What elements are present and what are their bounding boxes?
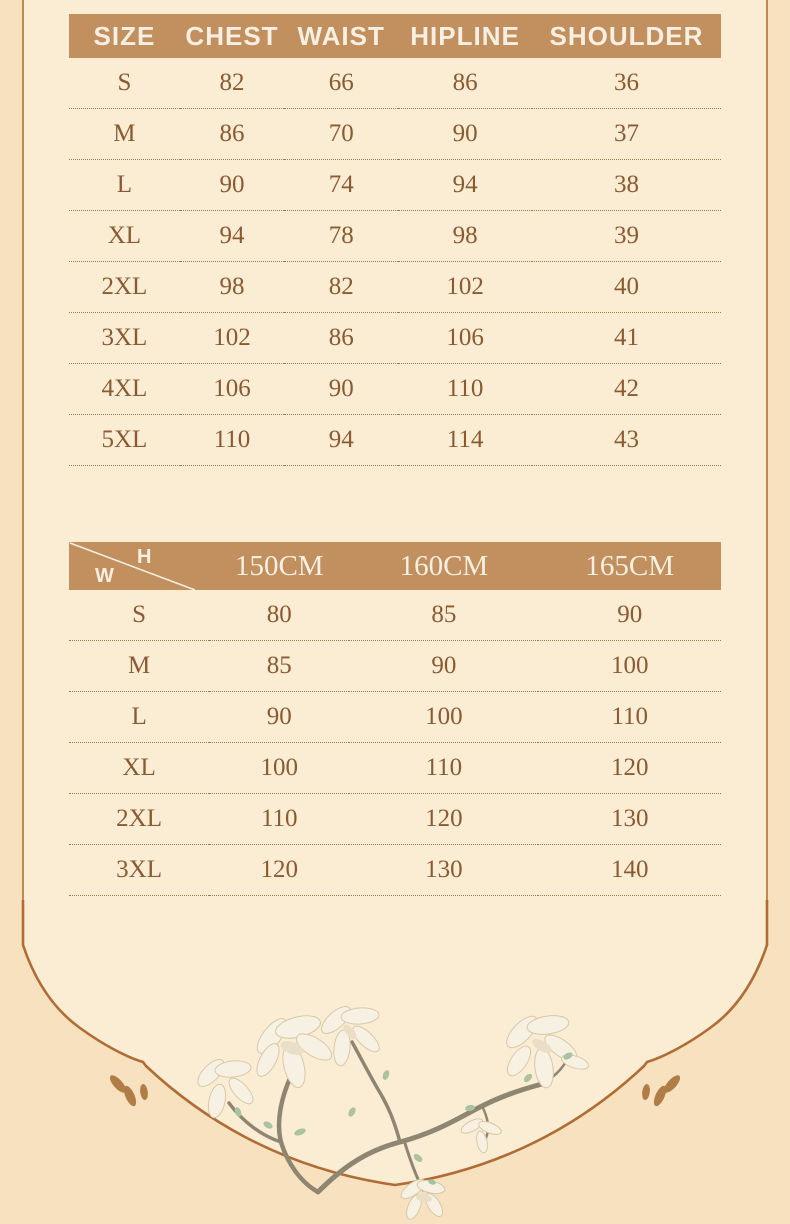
size-cell: XL (69, 211, 180, 262)
value-cell: 36 (532, 58, 721, 109)
value-cell: 98 (180, 262, 284, 313)
value-cell: 41 (532, 313, 721, 364)
bottom-decoration (0, 900, 790, 1224)
size-measurements-table (69, 14, 721, 466)
value-cell: 100 (349, 692, 538, 743)
value-cell: 43 (532, 415, 721, 466)
value-cell: 39 (532, 211, 721, 262)
table-header-row (69, 14, 721, 58)
value-cell: 82 (180, 58, 284, 109)
size-cell: 3XL (69, 845, 209, 896)
table-row (69, 641, 721, 692)
table-row (69, 109, 721, 160)
value-cell: 114 (398, 415, 532, 466)
value-cell: 110 (538, 692, 721, 743)
size-cell: S (69, 590, 209, 641)
value-cell: 102 (180, 313, 284, 364)
value-cell: 85 (209, 641, 349, 692)
column-header-chest: CHEST (180, 14, 284, 58)
table-row (69, 211, 721, 262)
column-header-160cm: 160CM (349, 542, 538, 590)
value-cell: 102 (398, 262, 532, 313)
table-row (69, 262, 721, 313)
value-cell: 94 (284, 415, 398, 466)
value-cell: 70 (284, 109, 398, 160)
value-cell: 90 (180, 160, 284, 211)
value-cell: 106 (398, 313, 532, 364)
value-cell: 94 (398, 160, 532, 211)
value-cell: 37 (532, 109, 721, 160)
value-cell: 110 (180, 415, 284, 466)
value-cell: 120 (209, 845, 349, 896)
value-cell: 38 (532, 160, 721, 211)
value-cell: 85 (349, 590, 538, 641)
column-header-150cm: 150CM (209, 542, 349, 590)
value-cell: 94 (180, 211, 284, 262)
value-cell: 66 (284, 58, 398, 109)
value-cell: 110 (209, 794, 349, 845)
value-cell: 86 (398, 58, 532, 109)
value-cell: 106 (180, 364, 284, 415)
value-cell: 130 (349, 845, 538, 896)
table-row (69, 364, 721, 415)
value-cell: 130 (538, 794, 721, 845)
table-row (69, 590, 721, 641)
weight-axis-label: W (95, 565, 114, 587)
height-axis-label: H (137, 546, 152, 568)
size-cell: M (69, 109, 180, 160)
value-cell: 120 (349, 794, 538, 845)
size-cell: 5XL (69, 415, 180, 466)
value-cell: 80 (209, 590, 349, 641)
size-cell: 2XL (69, 262, 180, 313)
size-cell: 4XL (69, 364, 180, 415)
table-row (69, 313, 721, 364)
column-header-size: SIZE (69, 14, 180, 58)
value-cell: 86 (284, 313, 398, 364)
value-cell: 120 (538, 743, 721, 794)
table-row (69, 794, 721, 845)
value-cell: 110 (398, 364, 532, 415)
table-row (69, 58, 721, 109)
table-row (69, 743, 721, 794)
column-header-waist: WAIST (284, 14, 398, 58)
value-cell: 100 (538, 641, 721, 692)
value-cell: 90 (349, 641, 538, 692)
value-cell: 90 (398, 109, 532, 160)
value-cell: 74 (284, 160, 398, 211)
value-cell: 90 (538, 590, 721, 641)
value-cell: 98 (398, 211, 532, 262)
value-cell: 140 (538, 845, 721, 896)
size-cell: XL (69, 743, 209, 794)
value-cell: 78 (284, 211, 398, 262)
table-row (69, 160, 721, 211)
table-row (69, 692, 721, 743)
column-header-shoulder: SHOULDER (532, 14, 721, 58)
column-header-165cm: 165CM (538, 542, 721, 590)
corner-header-cell (69, 542, 209, 590)
content-panel (22, 0, 768, 902)
size-cell: 2XL (69, 794, 209, 845)
value-cell: 40 (532, 262, 721, 313)
value-cell: 86 (180, 109, 284, 160)
table-header-row (69, 542, 721, 590)
size-cell: 3XL (69, 313, 180, 364)
size-cell: S (69, 58, 180, 109)
column-header-hipline: HIPLINE (398, 14, 532, 58)
size-cell: L (69, 692, 209, 743)
size-cell: M (69, 641, 209, 692)
value-cell: 100 (209, 743, 349, 794)
value-cell: 90 (209, 692, 349, 743)
value-cell: 90 (284, 364, 398, 415)
value-cell: 82 (284, 262, 398, 313)
value-cell: 110 (349, 743, 538, 794)
value-cell: 42 (532, 364, 721, 415)
table-row (69, 845, 721, 896)
table-row (69, 415, 721, 466)
size-cell: L (69, 160, 180, 211)
